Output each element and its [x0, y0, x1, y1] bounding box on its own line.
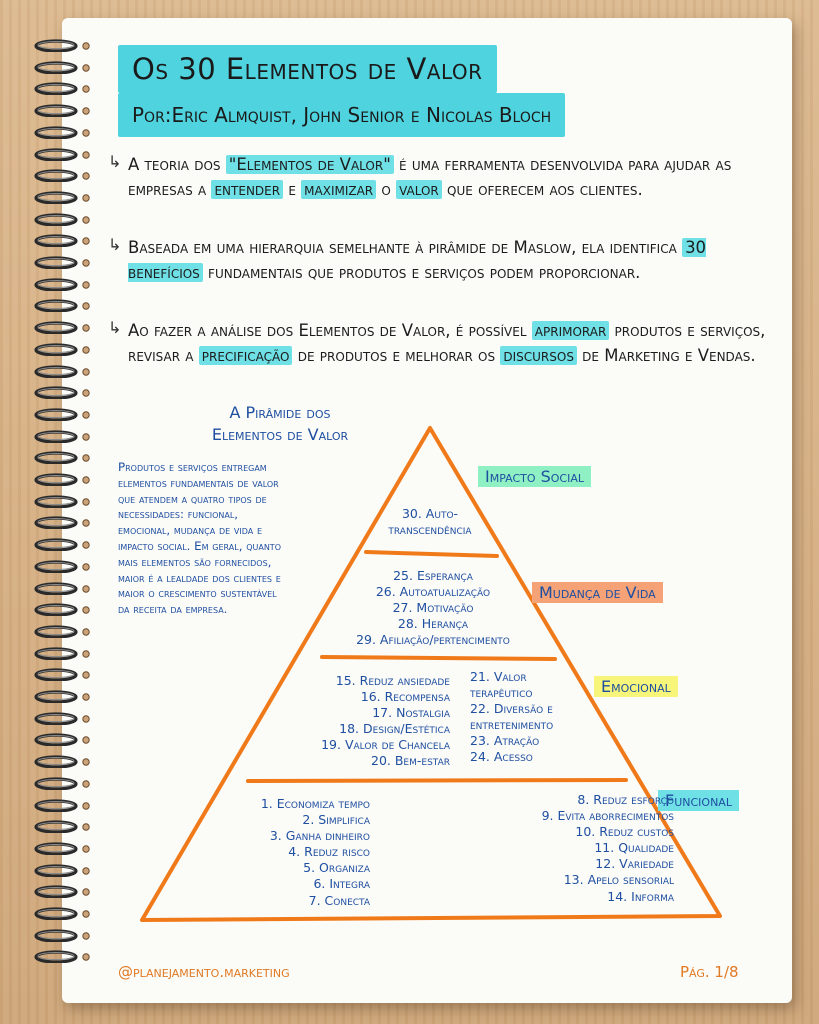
- value-element: 10. Reduz custos: [575, 824, 674, 840]
- value-element: 1. Economiza tempo: [260, 796, 370, 811]
- value-element: 2. Simplifica: [302, 812, 370, 828]
- highlighted-term: discursos: [500, 346, 577, 365]
- value-element: terapêutico: [470, 685, 533, 701]
- value-element: 14. Informa: [607, 888, 674, 904]
- paragraph-text: fundamentais que produtos e serviços podem proporcionar.: [202, 263, 641, 282]
- value-element: 26. Autoatualização: [375, 584, 491, 600]
- return-arrow-icon: ↳: [108, 235, 122, 254]
- elements-funcional-left: [190, 796, 370, 909]
- paragraph-text: A teoria dos: [128, 155, 226, 174]
- paragraph-text: de produtos e melhorar os: [292, 346, 501, 365]
- value-element: 12. Variedade: [595, 856, 674, 872]
- value-element: 17. Nostalgia: [372, 705, 450, 721]
- highlighted-term: "Elementos de Valor": [226, 155, 394, 174]
- side-note: Produtos e serviços entregam elementos fundamentais de valor que atendem a quatro tipos de necessidades: funcional, emocional, mudança de vida e impacto social. Em geral, quanto mais elementos são fornecidos, maior é a lealdade dos clientes e maior o crescimento sustentável da receita da empresa.: [118, 460, 281, 617]
- highlighted-term: precificação: [199, 346, 293, 365]
- value-element: 16. Recompensa: [360, 689, 450, 705]
- pyramid-title-line-2: Elementos de Valor: [211, 425, 349, 444]
- value-element: 18. Design/Estética: [339, 721, 450, 737]
- paragraph-text: Ao fazer a análise dos Elementos de Valor, é possível: [128, 321, 532, 340]
- value-element: 7. Conecta: [308, 892, 370, 908]
- value-element: 4. Reduz risco: [288, 844, 370, 860]
- return-arrow-icon: ↳: [108, 152, 122, 171]
- paragraph-text: é uma ferramenta desenvolvida para ajudar as empresas a: [128, 155, 732, 199]
- level-label-emocional: Emocional: [594, 676, 678, 697]
- value-element: transcendência: [388, 522, 472, 538]
- value-element: 15. Reduz ansiedade: [335, 673, 450, 688]
- value-element: 19. Valor de Chancela: [321, 737, 450, 753]
- value-element: 5. Organiza: [303, 860, 370, 876]
- value-element: 28. Herança: [397, 616, 469, 632]
- page-title: Os 30 Elementos de Valor: [118, 45, 497, 93]
- pyramid-divider-1: [366, 552, 497, 556]
- highlighted-term: 30 benefícios: [128, 238, 707, 282]
- elements-mudanca-de-vida: [318, 568, 548, 648]
- value-element: 22. Diversão e: [470, 701, 553, 717]
- pyramid-title-line-1: A Pirâmide dos: [229, 403, 331, 422]
- value-element: entretenimento: [470, 717, 554, 733]
- value-element: 23. Atração: [470, 733, 540, 749]
- elements-funcional-right: [440, 792, 674, 905]
- value-element: 3. Ganha dinheiro: [269, 828, 370, 844]
- value-element: 8. Reduz esforço: [577, 792, 674, 807]
- highlighted-term: maximizar: [301, 180, 376, 199]
- highlighted-term: aprimorar: [532, 321, 610, 340]
- value-element: 6. Integra: [313, 876, 370, 892]
- level-label-impacto-social: Impacto Social: [478, 466, 591, 487]
- value-element: 20. Bem-estar: [371, 753, 450, 769]
- paragraph-text: e: [283, 180, 302, 199]
- value-element: 27. Motivação: [392, 600, 474, 616]
- value-element: 30. Auto-: [401, 506, 459, 521]
- value-element: 21. Valor: [470, 669, 527, 684]
- value-element: 9. Evita aborrecimentos: [541, 808, 674, 824]
- value-element: 11. Qualidade: [594, 840, 674, 856]
- value-element: 13. Apelo sensorial: [563, 872, 674, 888]
- elements-impacto-social: [370, 506, 490, 538]
- highlighted-term: entender: [211, 180, 283, 199]
- paragraph-text: que oferecem aos clientes.: [441, 180, 643, 199]
- value-element: 29. Afiliação/pertencimento: [356, 632, 510, 648]
- level-label-funcional: Funcional: [658, 790, 739, 811]
- authors-line: Por:Eric Almquist, John Senior e Nicolas Bloch: [118, 93, 565, 137]
- paragraph-text: Baseada em uma hierarquia semelhante à pirâmide de Maslow, ela identifica: [128, 238, 683, 257]
- elements-emocional-right: [470, 669, 620, 766]
- pyramid-divider-3: [248, 780, 626, 781]
- paragraph-text: produtos e serviços, revisar a: [128, 321, 766, 365]
- footer-handle: @planejamento.marketing: [118, 963, 290, 981]
- footer-page-number: Pág. 1/8: [680, 963, 739, 981]
- value-element: 25. Esperança: [393, 568, 473, 583]
- paragraph-text: de Marketing e Vendas.: [576, 346, 756, 365]
- return-arrow-icon: ↳: [108, 318, 122, 337]
- level-label-mudanca-de-vida: Mudança de Vida: [532, 582, 663, 603]
- paragraph-text: o: [376, 180, 397, 199]
- pyramid-divider-2: [322, 657, 555, 659]
- highlighted-term: valor: [396, 180, 442, 199]
- elements-emocional-left: [240, 673, 450, 770]
- value-element: 24. Acesso: [470, 749, 533, 765]
